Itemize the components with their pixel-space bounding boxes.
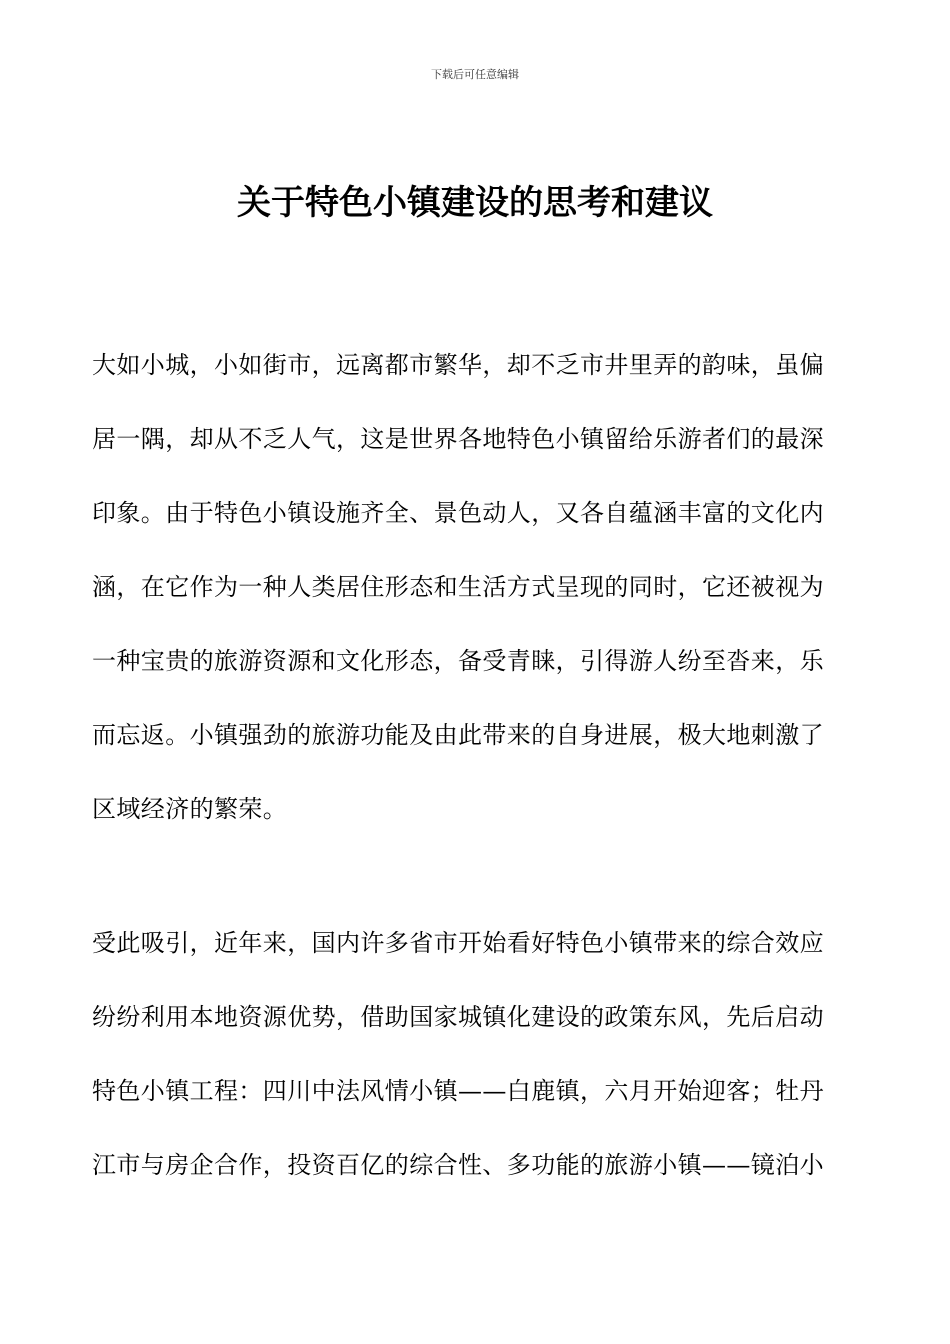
paragraph-line: 涵，在它作为一种人类居住形态和生活方式呈现的同时，它还被视为 [92, 573, 824, 601]
paragraph-1 [92, 328, 860, 846]
paragraph-line: 而忘返。小镇强劲的旅游功能及由此带来的自身进展，极大地刺激了 [92, 721, 824, 749]
paragraph-line: 一种宝贵的旅游资源和文化形态，备受青睐，引得游人纷至沓来，乐 [92, 647, 824, 675]
document-title: 关于特色小镇建设的思考和建议 [237, 183, 713, 223]
paragraph-line: 印象。由于特色小镇设施齐全、景色动人，又各自蕴涵丰富的文化内 [92, 499, 824, 527]
paragraph-line: 大如小城，小如街市，远离都市繁华，却不乏市井里弄的韵味，虽偏 [92, 351, 824, 379]
paragraph-line: 特色小镇工程：四川中法风情小镇——白鹿镇，六月开始迎客；牡丹 [92, 1077, 824, 1105]
paragraph-line: 区域经济的繁荣。 [92, 795, 288, 823]
paragraph-line: 江市与房企合作，投资百亿的综合性、多功能的旅游小镇——镜泊小 [92, 1151, 824, 1179]
paragraph-line: 居一隅，却从不乏人气，这是世界各地特色小镇留给乐游者们的最深 [92, 425, 824, 453]
header-note: 下载后可任意编辑 [431, 68, 519, 81]
paragraph-line: 纷纷利用本地资源优势，借助国家城镇化建设的政策东风，先后启动 [92, 1003, 824, 1031]
paragraph-line: 受此吸引，近年来，国内许多省市开始看好特色小镇带来的综合效应 [92, 929, 824, 957]
paragraph-2 [92, 906, 860, 1202]
